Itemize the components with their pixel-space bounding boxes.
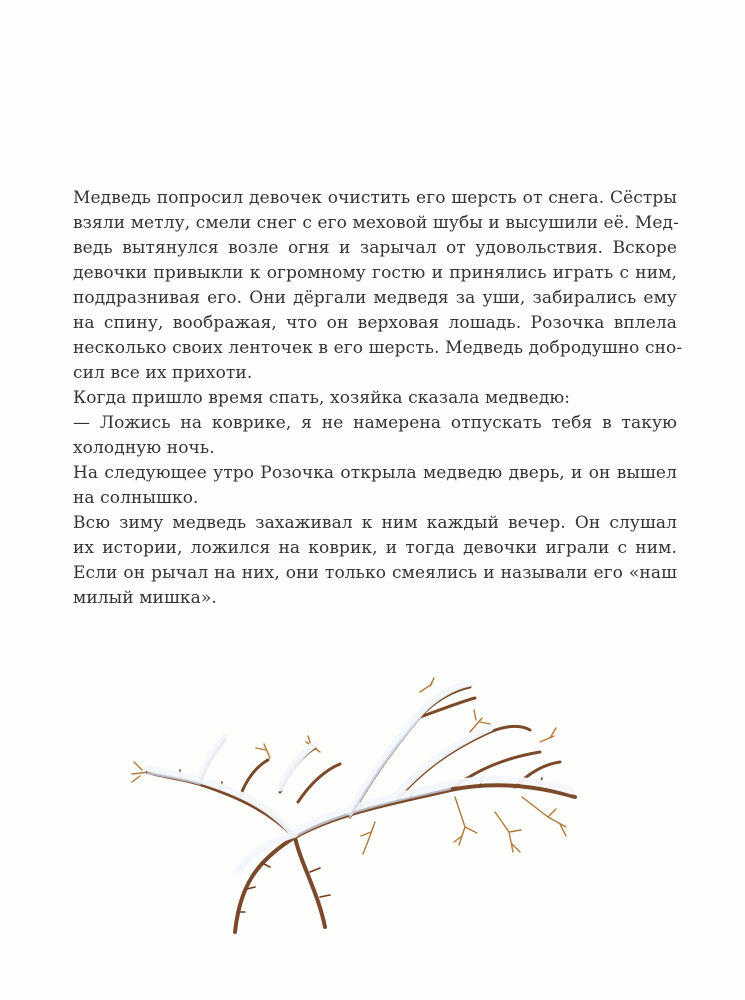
text-line: на спину, воображая, что он верховая лошадь. Розочка вплела xyxy=(73,313,677,333)
paragraph-5 xyxy=(73,511,677,611)
paragraph-3 xyxy=(73,411,677,461)
text-line: Всю зиму медведь захаживал к ним каждый вечер. Он слушал xyxy=(73,513,677,533)
text-line: на солнышко. xyxy=(73,488,199,508)
text-line: их истории, ложился на коврик, и тогда девочки играли с ним. xyxy=(73,538,677,558)
text-line: холодную ночь. xyxy=(73,438,215,458)
text-line: несколько своих ленточек в его шерсть. Медведь добродушно сно- xyxy=(73,338,683,358)
paragraph-2 xyxy=(73,386,677,411)
text-line: сил все их прихоти. xyxy=(73,363,253,383)
paragraph-1 xyxy=(73,186,683,386)
text-line: взяли метлу, смели снег с его меховой шубы и высушили её. Мед- xyxy=(73,213,679,233)
text-line: Медведь попросил девочек очистить его шерсть от снега. Сёстры xyxy=(73,188,677,208)
text-line: поддразнивая его. Они дёргали медведя за уши, забирались ему xyxy=(73,288,677,308)
text-line: Когда пришло время спать, хозяйка сказала медведю: xyxy=(73,388,571,408)
snowy-branch-illustration xyxy=(120,672,590,942)
text-line: На следующее утро Розочка открыла медведю дверь, и он вышел xyxy=(73,463,677,483)
story-text xyxy=(73,186,683,611)
text-line: милый мишка». xyxy=(73,588,217,608)
paragraph-4 xyxy=(73,461,677,511)
branch-icon xyxy=(132,678,575,932)
text-line: Если он рычал на них, они только смеялись и называли его «наш xyxy=(73,563,677,583)
text-line: ведь вытянулся возле огня и зарычал от удовольствия. Вскоре xyxy=(73,238,677,258)
text-line: девочки привыкли к огромному гостю и принялись играть с ним, xyxy=(73,263,677,283)
text-line: — Ложись на коврике, я не намерена отпускать тебя в такую xyxy=(73,413,677,433)
